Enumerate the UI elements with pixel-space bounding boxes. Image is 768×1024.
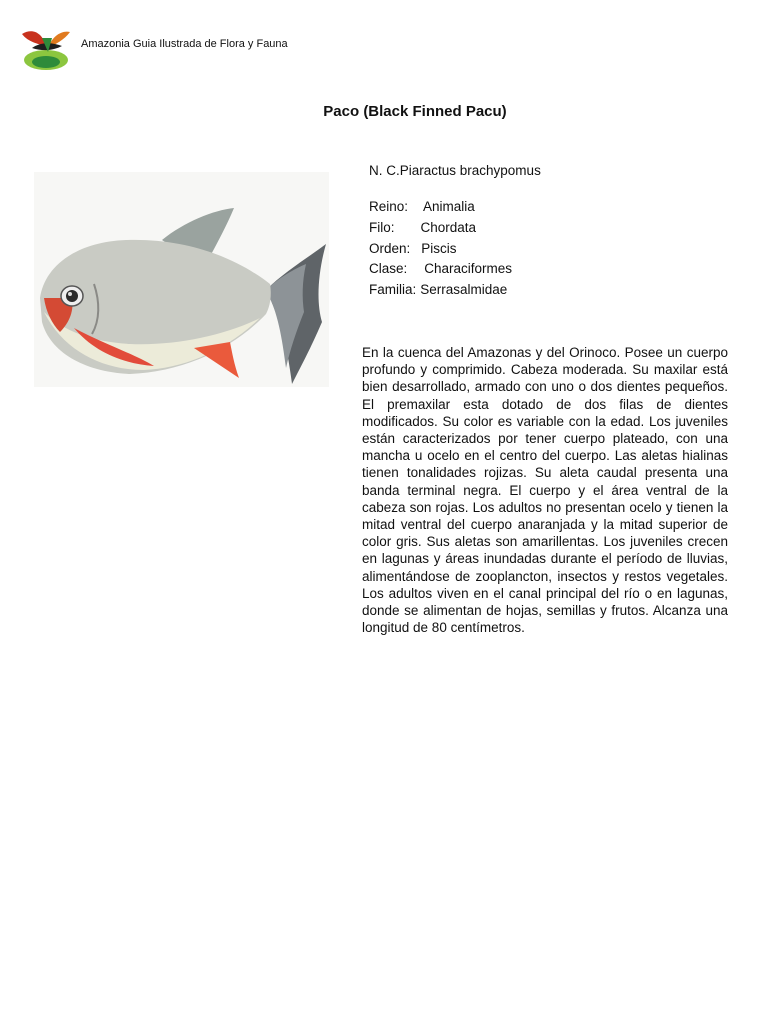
- page-header: [18, 24, 288, 72]
- pacu-fish-illustration: [34, 172, 329, 387]
- taxonomy-row-clase: Clase: Characiformes: [369, 261, 513, 277]
- page-title: Paco (Black Finned Pacu): [323, 103, 507, 120]
- guide-title: Amazonia Guia Ilustrada de Flora y Fauna: [81, 38, 288, 50]
- taxonomy-row-filo: Filo: Chordata: [369, 219, 477, 235]
- taxonomy-list: [369, 197, 512, 301]
- scientific-name: N. C.Piaractus brachypomus: [369, 163, 541, 178]
- taxonomy-row-familia: Familia: Serrasalmidae: [369, 282, 508, 298]
- taxonomy-row-reino: Reino: Animalia: [369, 199, 475, 214]
- taxonomy-row-orden: Orden: Piscis: [369, 240, 457, 256]
- guide-logo-icon: [18, 24, 74, 72]
- species-description: En la cuenca del Amazonas y del Orinoco. Posee un cuerpo profundo y comprimido. Cabeza moderada. Su maxilar está bien desarrollado, armado con uno o dos dientes pequeños. El premaxilar esta dotado de dos filas de dientes modificados. Su color es variable con la edad. Los juveniles están caracterizados por tener cuerpo plateado, con una mancha u ocelo en el centro del cuerpo. Las aletas hialinas tienen tonalidades rojizas. Su aleta caudal presenta una banda terminal negra. El cuerpo y el área ventral de la cabeza son rojas. Los adultos no presentan ocelo y tienen la mitad ventral del cuerpo anaranjada y la mitad superior de color gris. Sus aletas son amarillentas. Los juveniles crecen en lagunas y áreas inundadas durante el período de lluvias, alimentándose de zooplancton, insectos y restos vegetales. Los adultos viven en el canal principal del río o en lagunas, donde se alimentan de hojas, semillas y frutos. Alcanza una longitud de 80 centímetros.: [362, 345, 728, 636]
